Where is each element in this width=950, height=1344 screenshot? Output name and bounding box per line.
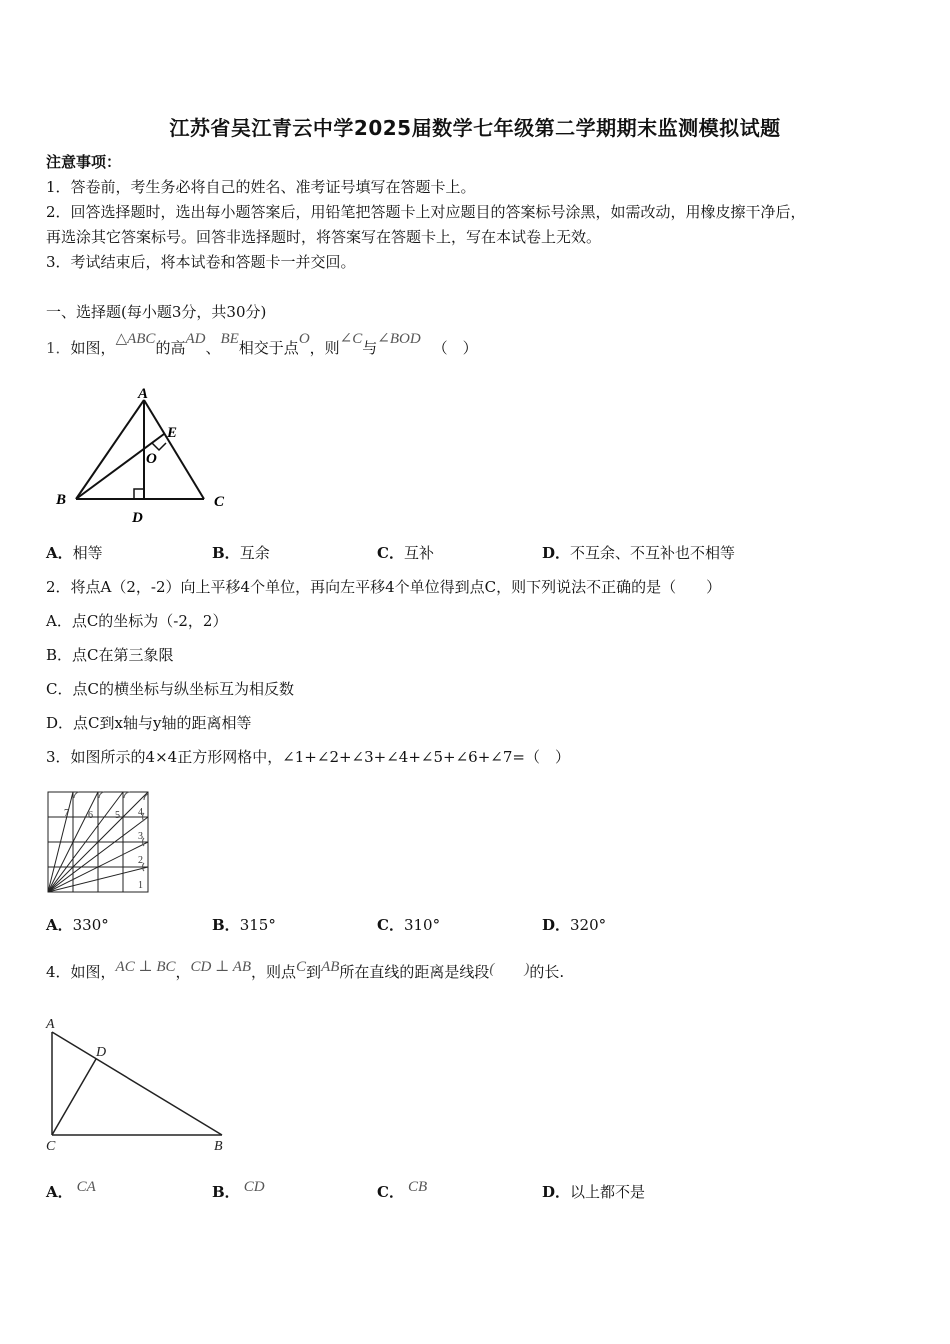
question-1-stem (46, 331, 478, 359)
option-b[interactable] (212, 543, 270, 563)
q4-text: ， (175, 963, 191, 981)
answer-bracket: （ ） (432, 339, 478, 357)
option-d[interactable] (542, 1182, 645, 1202)
option-key: B． (212, 916, 240, 934)
vertex-label-a: A (46, 1017, 55, 1032)
option-text: 互余 (239, 544, 270, 562)
point-label-e: E (167, 425, 178, 441)
question-3-stem: 3．如图所示的4×4正方形网格中，∠1+∠2+∠3+∠4+∠5+∠6+∠7=（ ） (46, 748, 570, 766)
option-a[interactable]: A．点C的坐标为（-2，2） (46, 612, 228, 630)
option-a[interactable] (46, 915, 109, 935)
vertex-label-c: C (46, 1139, 56, 1154)
option-d[interactable] (542, 915, 606, 935)
option-text: 315° (239, 916, 276, 934)
angle-label: 1 (138, 880, 143, 891)
notice-item: 1．答卷前，考生务必将自己的姓名、准考证号填写在答题卡上。 (46, 178, 476, 196)
option-key: C． (377, 1183, 404, 1201)
notice-heading: 注意事项： (46, 153, 122, 171)
option-key: A． (46, 544, 73, 562)
option-text: 不互余、不互补也不相等 (570, 544, 736, 562)
q4-text: 所在直线的距离是线段 (339, 963, 490, 981)
section-heading: 一、选择题(每小题3分，共30分) (46, 303, 267, 321)
option-d[interactable] (542, 543, 735, 563)
option-text: 互补 (403, 544, 434, 562)
option-key: A． (46, 1183, 73, 1201)
option-b[interactable]: B．点C在第三象限 (46, 646, 174, 664)
vertex-label-b: B (214, 1139, 223, 1154)
answer-paren: ( ) (489, 961, 530, 977)
option-c[interactable]: C．点C的横坐标与纵坐标互为相反数 (46, 680, 294, 698)
option-key: D． (542, 544, 571, 562)
math-triangle-abc: △ABC (115, 331, 156, 347)
angle-label: 5 (115, 810, 120, 821)
q1-text: 的高 (155, 339, 186, 357)
math-angle-c: ∠C (339, 331, 363, 347)
option-c[interactable] (377, 915, 440, 935)
option-b[interactable] (212, 1179, 265, 1203)
angle-label: 4 (138, 807, 143, 818)
point-label-d: D (132, 510, 143, 526)
q4-text: ，则点 (251, 963, 297, 981)
notice-item: 3．考试结束后，将本试卷和答题卡一并交回。 (46, 253, 356, 271)
option-text: 310° (403, 916, 441, 934)
grid-figure-q3 (44, 788, 156, 898)
angle-label: 6 (88, 810, 93, 821)
q1-text: 与 (362, 339, 378, 357)
option-c[interactable] (377, 1179, 428, 1203)
q4-text: 的长. (529, 963, 565, 981)
q4-text: 4．如图， (46, 963, 116, 981)
triangle-figure-q1 (40, 380, 240, 530)
math-ac-perp-bc: AC ⊥ BC (115, 959, 176, 975)
option-text: CB (407, 1179, 428, 1195)
notice-item: 再选涂其它答案标号。回答非选择题时，将答案写在答题卡上，写在本试卷上无效。 (46, 228, 602, 246)
point-label-d: D (96, 1045, 107, 1060)
option-c[interactable] (377, 543, 434, 563)
option-text: CA (76, 1179, 96, 1195)
option-key: B． (212, 1183, 240, 1201)
option-b[interactable] (212, 915, 276, 935)
angle-label: 3 (138, 831, 143, 842)
option-key: C． (377, 544, 404, 562)
q1-text: 如图， (70, 339, 116, 357)
math-o: O (298, 331, 310, 347)
q4-text: 到 (306, 963, 322, 981)
option-d[interactable]: D．点C到x轴与y轴的距离相等 (46, 714, 252, 732)
question-number: 1． (46, 339, 71, 357)
option-key: A． (46, 916, 73, 934)
triangle-figure-q4 (40, 1010, 240, 1160)
option-key: C． (377, 916, 404, 934)
question-2-stem: 2．将点A（2，-2）向上平移4个单位，再向左平移4个单位得到点C，则下列说法不正确的是（ ） (46, 578, 722, 596)
option-text: 相等 (72, 544, 103, 562)
option-text: 330° (72, 916, 109, 934)
option-text: CD (243, 1179, 265, 1195)
math-cd-perp-ab: CD ⊥ AB (190, 959, 252, 975)
page-title: 江苏省吴江青云中学2025届数学七年级第二学期期末监测模拟试题 (169, 116, 781, 140)
q1-text: 相交于点 (238, 339, 299, 357)
option-text: 以上都不是 (570, 1183, 646, 1201)
math-ab: AB (321, 959, 340, 975)
notice-item: 2．回答选择题时，选出每小题答案后，用铅笔把答题卡上对应题目的答案标号涂黑，如需改动，用橡皮擦干净后， (46, 203, 806, 221)
vertex-label-a: A (138, 386, 149, 402)
math-ad: AD (185, 331, 206, 347)
option-key: D． (542, 916, 571, 934)
math-c: C (296, 959, 307, 975)
vertex-label-c: C (214, 494, 225, 510)
math-be: BE (220, 331, 239, 347)
option-a[interactable] (46, 543, 103, 563)
point-label-o: O (146, 451, 157, 467)
math-angle-bod: ∠BOD (377, 331, 421, 347)
question-4-stem (46, 959, 565, 983)
vertex-label-b: B (56, 492, 67, 508)
option-text: 320° (570, 916, 607, 934)
angle-label: 7 (64, 808, 69, 819)
q1-text: ，则 (309, 339, 340, 357)
angle-label: 2 (138, 855, 143, 866)
option-a[interactable] (46, 1179, 96, 1203)
option-key: B． (212, 544, 240, 562)
option-key: D． (542, 1183, 571, 1201)
q1-text: 、 (205, 339, 221, 357)
